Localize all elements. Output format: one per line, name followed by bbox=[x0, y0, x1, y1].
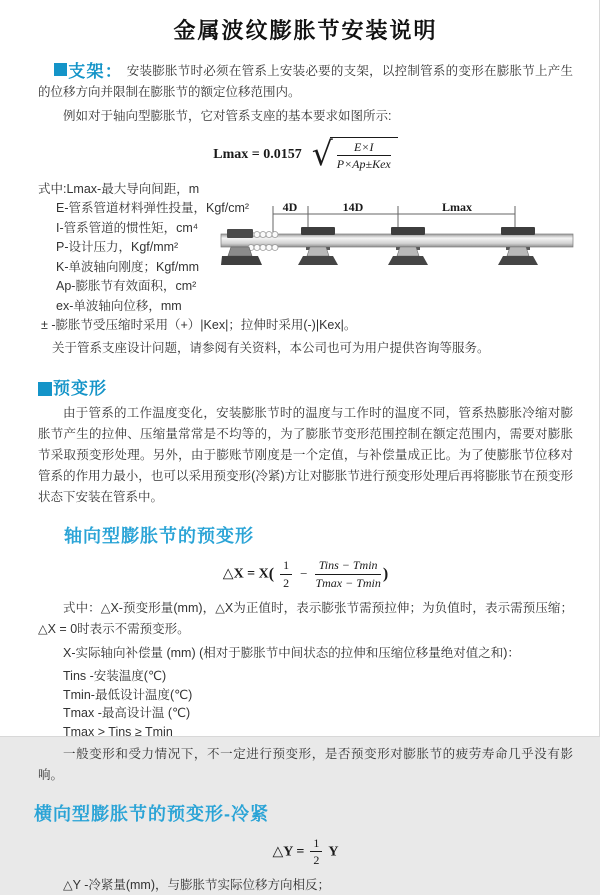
temperature-definitions bbox=[38, 667, 573, 741]
definition-line: 式中:Lmax-最大导向间距，m bbox=[38, 181, 200, 196]
half-denominator: 2 bbox=[283, 575, 290, 590]
lateral-formula-rhs: Y bbox=[328, 844, 339, 860]
temperature-fraction bbox=[315, 558, 380, 590]
axial-explain-paragraph: 式中：△X-预变形量(mm)，△X为正值时，表示膨张节需预拉伸；为负值时，表示需预压缩；△X = 0时表示不需预变形。 bbox=[38, 601, 573, 637]
definition-line: I-管系管道的惯性矩，cm⁴ bbox=[56, 220, 199, 235]
dim-label-14d: 14D bbox=[342, 199, 364, 214]
dim-label-lmax: Lmax bbox=[442, 199, 472, 214]
support-example-line: 例如对于轴向型膨胀节，它对管系支座的基本要求如图所示: bbox=[63, 109, 392, 123]
definition-line: K-单波轴向刚度；Kgf/mm bbox=[56, 259, 200, 274]
section-bullet-icon bbox=[54, 63, 67, 76]
definition-line: ex-单波轴向位移，mm bbox=[56, 298, 182, 313]
half-denominator: 2 bbox=[313, 853, 320, 868]
lmax-formula-numerator: E×I bbox=[337, 140, 391, 156]
axial-formula-lhs: △X = X bbox=[222, 566, 269, 582]
page-title: 金属波纹膨胀节安装说明 bbox=[173, 18, 438, 43]
lateral-formula-lhs: △Y = bbox=[272, 844, 305, 860]
support-section-heading bbox=[54, 62, 124, 81]
lmax-formula-fraction bbox=[337, 140, 391, 172]
lateral-subsection-heading: 横向型膨胀节的预变形-冷紧 bbox=[34, 804, 269, 825]
axial-subsection-heading: 轴向型膨胀节的预变形 bbox=[64, 526, 254, 547]
temp-line: Tmax > Tins ≥ Tmin bbox=[63, 724, 173, 739]
lmax-formula-lhs: Lmax = 0.0157 bbox=[213, 147, 302, 163]
minus-operator: − bbox=[300, 565, 308, 581]
radical-sign-icon: √ bbox=[311, 134, 333, 174]
predeform-section-heading bbox=[38, 374, 573, 399]
one-half-fraction bbox=[310, 836, 322, 868]
lmax-formula-denominator: P×Ap±Kex bbox=[336, 157, 391, 172]
temp-line: Tins -安装温度(℃) bbox=[63, 669, 167, 684]
square-root bbox=[311, 134, 398, 174]
temp-line: Tmin-最低设计温度(℃) bbox=[63, 687, 193, 702]
predeform-body-paragraph: 由于管系的工作温度变化，安装膨胀节时的温度与工作时的温度不同，管系热膨胀冷缩对膨胀节产生的拉伸、压缩量常常是不均等的，为了膨胀节变形范围控制在额定范围内，需要对膨胀节采取预变形处理。另外，由于膨账节刚度是一个定值，与补偿量成正比。为了使膨胀节位移对管系的作用力最小，也可以采用预变形(冷紧)方让对膨胀节进行预变形处理后再将膨胀节在预变形状态下安装在管系中。 bbox=[38, 406, 573, 505]
temp-line: Tmax -最高设计温 (℃) bbox=[63, 706, 191, 721]
temperature-denominator: Tmax − Tmin bbox=[315, 575, 381, 590]
half-numerator: 1 bbox=[280, 558, 292, 574]
axial-formula bbox=[38, 558, 573, 590]
lateral-note-line: △Y -冷紧量(mm)，与膨胀节实际位移方向相反； bbox=[63, 877, 331, 892]
lateral-formula bbox=[38, 836, 573, 868]
predeform-heading-label: 预变形 bbox=[53, 379, 107, 399]
support-heading-label: 支架： bbox=[68, 62, 124, 81]
close-paren: ) bbox=[382, 565, 389, 583]
definition-line: ± -膨胀节受压缩时采用（+）|Kex|；拉伸时采用(-)|Kex|。 bbox=[41, 318, 357, 333]
temperature-numerator: Tins − Tmin bbox=[315, 558, 380, 574]
axial-x-definition: X-实际轴向补偿量 (mm) (相对于膨胀节中间状态的拉伸和压缩位移量绝对值之和)： bbox=[63, 646, 520, 661]
lmax-formula bbox=[38, 134, 573, 174]
definition-line: E-管系管道材料弹性投量，Kgf/cm² bbox=[56, 201, 250, 216]
definition-line: Ap-膨胀节有效面积，cm² bbox=[56, 279, 197, 294]
section-bullet-icon bbox=[38, 382, 52, 396]
definition-line: P-设计压力，Kgf/mm² bbox=[56, 240, 179, 255]
one-half-fraction bbox=[280, 558, 292, 590]
axial-note-line: 一般变形和受力情况下，不一定进行预变形，是否预变形对膨胀节的疲劳寿命几乎没有影响。 bbox=[38, 747, 573, 783]
support-intro-text: 安装膨胀节时必须在管系上安装必要的支架，以控制管系的变形在膨胀节上产生的位移方向并限制在膨胀节的额定位移范围内。 bbox=[38, 64, 573, 99]
open-paren: ( bbox=[268, 565, 275, 583]
dim-label-4d: 4D bbox=[282, 199, 298, 214]
pipe-support-diagram bbox=[221, 200, 573, 278]
support-section-intro bbox=[38, 61, 573, 103]
definitions-and-diagram bbox=[38, 180, 573, 359]
half-numerator: 1 bbox=[310, 836, 322, 852]
support-note-line: 关于管系支座设计问题，请参阅有关资料，本公司也可为用户提供咨询等服务。 bbox=[52, 340, 490, 355]
